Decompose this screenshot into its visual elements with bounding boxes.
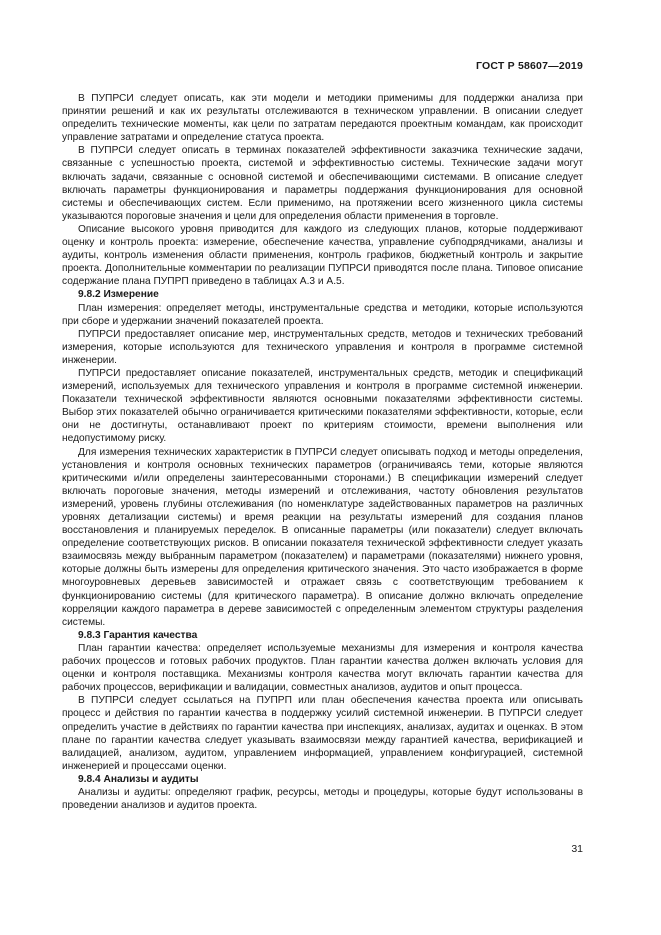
paragraph: Для измерения технических характеристик в ПУПРСИ следует описывать подход и методы определения, установления и контроля основных технических параметров (ограничиваясь теми, которые являются критическими и/или определены заинтересованными сторонами.) В спецификации измерений следует включать пороговые значения, методы измерений и отслеживания, частоту обновления результатов измерений, уровень глубины отслеживания (по номенклатуре задействованных параметров на различных уровнях детализации системы) и время реакции на результаты измерений для создания планов восстановления и планируемых переделок. В описанные параметры (или показатели) следует включать определение соответствующих рисков. В описании показателя технической эффективности следует указать взаимосвязь между выбранным параметром (показателем) и параметрами (показателями) нижнего уровня, которые должны быть измерены для определения критического значения. Это часто изображается в форме многоуровневых деревьев зависимостей и отражает связь с соответствующим требованием к функционированию системы (для критического параметра). В описание должно включать определение корреляции каждого параметра в дереве зависимостей с определенным элементом структуры разделения системы.: [62, 446, 583, 628]
section-heading-9-8-2: 9.8.2 Измерение: [78, 289, 159, 301]
paragraph: В ПУПРСИ следует описать, как эти модели и методики применимы для поддержки анализа при принятии решений и как их результаты отслеживаются в техническом управлении. В описании следует определить технические моменты, как цели по затратам передаются проектным командам, как происходит управление затратами и определение статуса проекта.: [62, 93, 583, 144]
paragraph: План измерения: определяет методы, инструментальные средства и методики, которые используются при сборе и удержании значений показателей проекта.: [62, 302, 583, 327]
section-heading-9-8-3: 9.8.3 Гарантия качества: [78, 629, 198, 641]
paragraph: Анализы и аудиты: определяют график, ресурсы, методы и процедуры, которые будут использованы в проведении анализов и аудитов проекта.: [62, 786, 583, 812]
document-body: [62, 92, 583, 812]
paragraph: План гарантии качества: определяет используемые механизмы для измерения и контроля качества рабочих процессов и готовых рабочих продуктов. План гарантии качества должен включать условия для оценки и контроля поставщика. Механизмы контроля качества могут включать гарантии качества для рабочих процессов, верификации и валидации, совместных анализов, аудитов и опыт процесса.: [62, 642, 583, 694]
standard-header: ГОСТ Р 58607—2019: [475, 60, 583, 72]
paragraph: В ПУПРСИ следует ссылаться на ПУПРП или план обеспечения качества проекта или описывать процесс и действия по гарантии качества в поддержку усилий системной инженерии. В ПУПРСИ следует определить участие в действиях по гарантии качества при инспекциях, анализах, аудитах и оценках. В этом плане по гарантии качества следует указывать взаимосвязи между гарантией качества, верификацией и валидацией, анализом, аудитом, управлением информацией, управлением конфигурацией, системной инженерией и процессами оценки.: [62, 695, 583, 772]
paragraph: Описание высокого уровня приводится для каждого из следующих планов, которые поддерживают оценку и контроль проекта: измерение, обеспечение качества, управление субподрядчиками, анализы и аудиты, контроль изменения области применения, контроль графиков, бюджетный контроль и закрытие проекта. Дополнительные комментарии по реализации ПУПРСИ приводятся после плана. Типовое описание содержание плана ПУПРП приведено в таблицах А.3 и А.5.: [62, 223, 583, 288]
section-heading-9-8-4: 9.8.4 Анализы и аудиты: [78, 773, 199, 785]
paragraph: ПУПРСИ предоставляет описание мер, инструментальных средств, методов и технических требований измерения, которые используются для технического управления и контроля в программе системной инженерии.: [62, 328, 583, 366]
paragraph: ПУПРСИ предоставляет описание показателей, инструментальных средств, методик и спецификаций измерений, используемых для технического управления и контроля в программе системной инженерии. Показатели технической эффективности являются основными показателями эффективности системы. Выбор этих показателей обычно ограничивается критическими показателями эффективности, которые, если они не достигнуты, останавливают проект по критериям стоимости, времени выполнения или недопустимому риску.: [62, 367, 583, 445]
paragraph: В ПУПРСИ следует описать в терминах показателей эффективности заказчика технические задачи, связанные с успешностью проекта, системой и эффективностью системы. Технические задачи могут включать задачи, связанные с основной системой и обеспечивающими системами. В описание следует включать параметры функционирования и параметры поддержания функционирования для основной системы и обеспечивающих систем. Если применимо, на протяжении всего жизненного цикла системы указываются пороговые значения и цели для определения области применения в торговле.: [62, 145, 583, 222]
page-number: 31: [571, 843, 583, 855]
